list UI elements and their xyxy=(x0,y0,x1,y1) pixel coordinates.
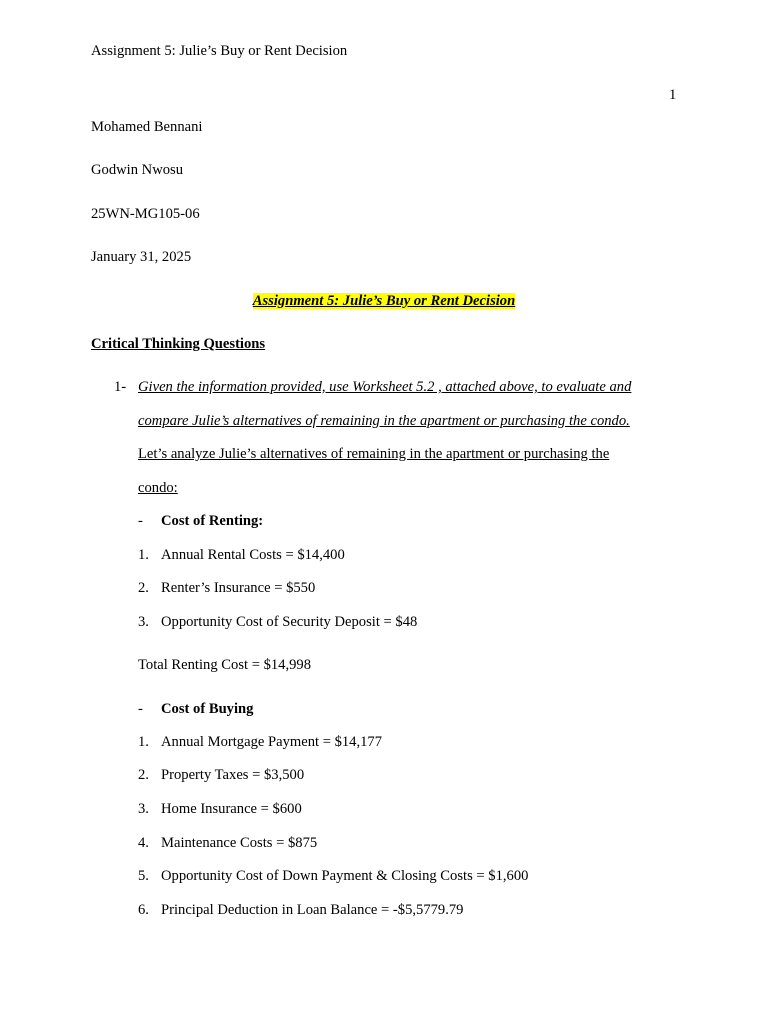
buying-item-text: Principal Deduction in Loan Balance = -$5,5779.79 xyxy=(161,902,464,918)
buying-item-number: 3. xyxy=(138,801,149,817)
buying-item-number: 4. xyxy=(138,835,149,851)
document-title xyxy=(0,292,768,310)
buying-item-number: 2. xyxy=(138,767,149,783)
renting-item-text: Opportunity Cost of Security Deposit = $48 xyxy=(161,614,418,630)
answer-intro-line: condo: xyxy=(138,480,178,496)
buying-item-text: Property Taxes = $3,500 xyxy=(161,767,305,783)
buying-heading: Cost of Buying xyxy=(161,701,254,717)
buying-item-text: Home Insurance = $600 xyxy=(161,801,302,817)
buying-item-text: Maintenance Costs = $875 xyxy=(161,835,318,851)
renting-item-text: Annual Rental Costs = $14,400 xyxy=(161,547,345,563)
submission-date: January 31, 2025 xyxy=(91,249,192,265)
section-heading: Critical Thinking Questions xyxy=(91,336,266,352)
buying-item-text: Opportunity Cost of Down Payment & Closing Costs = $1,600 xyxy=(161,868,529,884)
renting-heading: Cost of Renting: xyxy=(161,513,264,529)
buying-item-number: 5. xyxy=(138,868,149,884)
renting-item-number: 1. xyxy=(138,547,149,563)
question-line: Given the information provided, use Worksheet 5.2 , attached above, to evaluate and xyxy=(138,379,632,395)
renting-item-text: Renter’s Insurance = $550 xyxy=(161,580,316,596)
buying-item-number: 6. xyxy=(138,902,149,918)
running-head: Assignment 5: Julie’s Buy or Rent Decision xyxy=(91,43,348,59)
buying-bullet: - xyxy=(138,701,143,717)
renting-bullet: - xyxy=(138,513,143,529)
renting-total: Total Renting Cost = $14,998 xyxy=(138,657,312,673)
answer-intro-line: Let’s analyze Julie’s alternatives of remaining in the apartment or purchasing the xyxy=(138,446,610,462)
buying-item-number: 1. xyxy=(138,734,149,750)
renting-item-number: 2. xyxy=(138,580,149,596)
course-code: 25WN-MG105-06 xyxy=(91,206,200,222)
renting-item-number: 3. xyxy=(138,614,149,630)
page-number: 1 xyxy=(669,87,677,103)
question-number: 1- xyxy=(114,379,127,395)
author-name: Mohamed Bennani xyxy=(91,119,203,135)
document-title-text: Assignment 5: Julie’s Buy or Rent Decision xyxy=(252,293,516,309)
question-line: compare Julie’s alternatives of remaining in the apartment or purchasing the condo. xyxy=(138,413,630,429)
buying-item-text: Annual Mortgage Payment = $14,177 xyxy=(161,734,383,750)
instructor-name: Godwin Nwosu xyxy=(91,162,184,178)
